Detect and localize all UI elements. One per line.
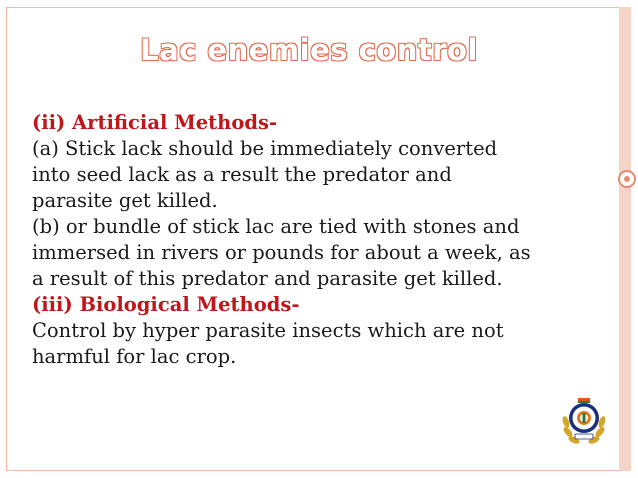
content-line: (a) Stick lack should be immediately converted — [32, 137, 498, 160]
biological-methods-heading: (iii) Biological Methods- — [32, 293, 300, 316]
decorative-circle-icon — [618, 170, 636, 188]
side-band — [619, 7, 631, 471]
content-line: immersed in rivers or pounds for about a week, as — [32, 241, 531, 264]
content-line: harmful for lac crop. — [32, 345, 237, 368]
content-line: Control by hyper parasite insects which are not — [32, 319, 504, 342]
content-line: into seed lack as a result the predator and — [32, 163, 452, 186]
content-line: a result of this predator and parasite get killed. — [32, 267, 503, 290]
content-line: parasite get killed. — [32, 189, 218, 212]
content-line: (b) or bundle of stick lac are tied with stones and — [32, 215, 520, 238]
slide-title: Lac enemies control — [140, 33, 478, 67]
institution-emblem-icon — [558, 392, 610, 448]
artificial-methods-heading: (ii) Artificial Methods- — [32, 111, 278, 134]
slide-content — [32, 110, 592, 370]
